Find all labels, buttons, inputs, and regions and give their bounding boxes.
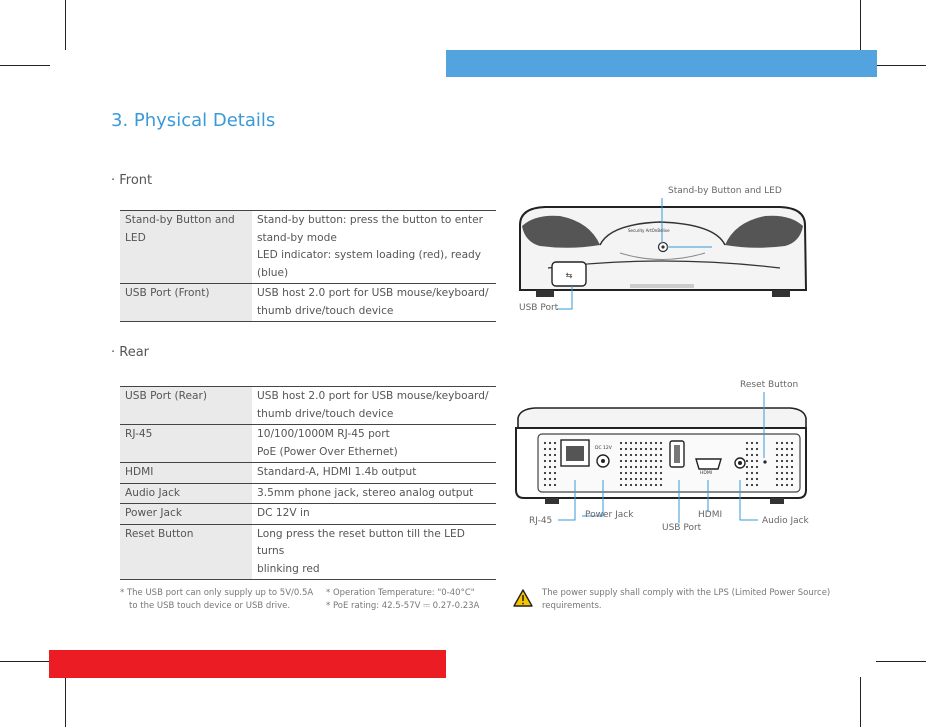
vent-dot xyxy=(625,454,627,456)
vent-dot xyxy=(554,442,556,444)
vent-dot xyxy=(554,454,556,456)
note-line: * The USB port can only supply up to 5V/0.5A xyxy=(120,588,314,598)
vent-dot xyxy=(640,442,642,444)
callout-rear-usb: USB Port xyxy=(662,523,702,533)
vent-dot xyxy=(776,484,778,486)
callout-standby: Stand-by Button and LED xyxy=(668,186,782,196)
vent-dot xyxy=(751,460,753,462)
vent-dot xyxy=(746,478,748,480)
callout-hdmi: HDMI xyxy=(698,510,723,520)
vent-dot xyxy=(746,448,748,450)
vent-dot xyxy=(645,442,647,444)
vent-dot xyxy=(756,484,758,486)
vent-dot xyxy=(544,466,546,468)
spec-line: stand-by mode xyxy=(257,231,337,244)
vent-dot xyxy=(625,460,627,462)
vent-dot xyxy=(756,454,758,456)
vent-dot xyxy=(655,448,657,450)
vent-dot xyxy=(791,460,793,462)
note-line: * PoE rating: 42.5-57V ⎓ 0.27-0.23A xyxy=(326,601,480,611)
vent-dot xyxy=(751,442,753,444)
vent-dot xyxy=(549,454,551,456)
spec-key: Reset Button xyxy=(120,524,252,580)
vent-dot xyxy=(776,460,778,462)
vent-dot xyxy=(655,460,657,462)
vent-dot xyxy=(620,478,622,480)
vent-dot xyxy=(650,484,652,486)
vent-dot xyxy=(751,466,753,468)
note-line: to the USB touch device or USB drive. xyxy=(129,601,291,611)
vent-dot xyxy=(544,478,546,480)
vent-dot xyxy=(620,466,622,468)
vent-dot xyxy=(554,466,556,468)
hdmi-port-mark: HDMI xyxy=(700,471,713,476)
spec-key: Power Jack xyxy=(120,504,252,525)
vent-dot xyxy=(544,484,546,486)
vent-dot xyxy=(786,472,788,474)
note-line: * Operation Temperature: "0-40°C" xyxy=(326,588,475,598)
vent-dot xyxy=(781,472,783,474)
vent-dot xyxy=(554,472,556,474)
front-section-title: · Front xyxy=(111,173,153,188)
spec-key: USB Port (Rear) xyxy=(120,387,252,425)
vent-dot xyxy=(781,448,783,450)
svg-text:⇆: ⇆ xyxy=(565,271,573,280)
vent-dot xyxy=(660,484,662,486)
spec-line: USB host 2.0 port for USB mouse/keyboard/ xyxy=(257,390,489,402)
vent-dot xyxy=(746,472,748,474)
vent-dot xyxy=(549,442,551,444)
note-power-supply xyxy=(542,587,830,613)
vent-dot xyxy=(620,442,622,444)
vent-dot xyxy=(781,454,783,456)
vent-dot xyxy=(544,448,546,450)
vent-dot xyxy=(786,466,788,468)
vent-dot xyxy=(751,478,753,480)
vent-dot xyxy=(776,448,778,450)
vent-dot xyxy=(746,454,748,456)
vent-dot xyxy=(751,472,753,474)
hdmi-port xyxy=(696,459,721,469)
spec-line: Standard-A, HDMI 1.4b output xyxy=(257,466,417,478)
vent-dot xyxy=(635,442,637,444)
vent-dot xyxy=(620,472,622,474)
vent-dot xyxy=(655,478,657,480)
vent-dot xyxy=(756,442,758,444)
vent-dot xyxy=(660,454,662,456)
vent-dot xyxy=(630,484,632,486)
spec-line: DC 12V in xyxy=(257,507,310,519)
spec-line: 10/100/1000M RJ-45 port xyxy=(257,428,390,440)
note-line: The power supply shall comply with the LPS (Limited Power Source) xyxy=(542,588,831,598)
vent-dot xyxy=(660,442,662,444)
vent-dot xyxy=(549,466,551,468)
vent-dot xyxy=(630,478,632,480)
spec-line: Long press the reset button till the LED turns xyxy=(257,527,465,557)
vent-dot xyxy=(544,460,546,462)
vent-dot xyxy=(660,460,662,462)
reset-button-icon xyxy=(763,460,766,463)
vent-dot xyxy=(549,478,551,480)
vent-dot xyxy=(630,454,632,456)
callout-reset: Reset Button xyxy=(740,380,799,390)
vent-dot xyxy=(640,478,642,480)
vent-dot xyxy=(635,484,637,486)
vent-dot xyxy=(650,454,652,456)
vent-dot xyxy=(625,472,627,474)
vent-dot xyxy=(650,460,652,462)
vent-dot xyxy=(756,448,758,450)
vent-dot xyxy=(625,466,627,468)
vent-dot xyxy=(756,460,758,462)
vent-dot xyxy=(791,478,793,480)
vent-dot xyxy=(645,484,647,486)
vent-dot xyxy=(544,442,546,444)
spec-line: Stand-by button: press the button to enter xyxy=(257,214,483,226)
vent-dot xyxy=(650,472,652,474)
vent-dot xyxy=(791,466,793,468)
spec-key: Audio Jack xyxy=(120,483,252,504)
spec-key: RJ-45 xyxy=(120,425,252,463)
vent-dot xyxy=(635,460,637,462)
spec-line: USB host 2.0 port for USB mouse/keyboard/ xyxy=(257,287,489,299)
note-operation xyxy=(326,587,479,613)
page-title: 3. Physical Details xyxy=(111,110,276,131)
vent-dot xyxy=(746,466,748,468)
vent-dot xyxy=(625,448,627,450)
vent-dot xyxy=(786,454,788,456)
spec-key: HDMI xyxy=(120,463,252,484)
vent-dot xyxy=(660,466,662,468)
vent-dot xyxy=(635,448,637,450)
vent-dot xyxy=(554,448,556,450)
vent-dot xyxy=(630,466,632,468)
vent-dot xyxy=(625,442,627,444)
vent-dot xyxy=(655,466,657,468)
vent-dot xyxy=(756,472,758,474)
spec-line: blinking red xyxy=(257,562,320,575)
vent-dot xyxy=(776,466,778,468)
vent-dot xyxy=(650,466,652,468)
rear-device-image xyxy=(516,392,806,523)
vent-dot xyxy=(776,442,778,444)
vent-dot xyxy=(635,478,637,480)
vent-dot xyxy=(791,442,793,444)
vent-dot xyxy=(781,442,783,444)
callout-front-usb: USB Port xyxy=(519,303,559,313)
vent-dot xyxy=(640,454,642,456)
vent-dot xyxy=(554,478,556,480)
vent-dot xyxy=(746,484,748,486)
vent-dot xyxy=(544,472,546,474)
vent-dot xyxy=(655,484,657,486)
callout-power-jack: Power Jack xyxy=(585,510,634,520)
vent-dot xyxy=(786,478,788,480)
vent-dot xyxy=(655,472,657,474)
vent-dot xyxy=(549,448,551,450)
vent-dot xyxy=(791,472,793,474)
vent-dot xyxy=(786,448,788,450)
vent-dot xyxy=(645,478,647,480)
vent-dot xyxy=(620,448,622,450)
vent-dot xyxy=(625,484,627,486)
spec-key: USB Port (Front) xyxy=(120,284,252,322)
front-device-image xyxy=(520,198,806,309)
vent-dot xyxy=(544,454,546,456)
vent-dot xyxy=(776,478,778,480)
vent-dot xyxy=(786,442,788,444)
vent-dot xyxy=(645,466,647,468)
vent-dot xyxy=(786,484,788,486)
vent-dot xyxy=(650,448,652,450)
spec-line: PoE (Power Over Ethernet) xyxy=(257,445,398,458)
vent-dot xyxy=(640,472,642,474)
vent-dot xyxy=(640,484,642,486)
vent-dot xyxy=(640,460,642,462)
vent-dot xyxy=(549,484,551,486)
vent-dot xyxy=(635,472,637,474)
vent-dot xyxy=(756,466,758,468)
vent-dot xyxy=(620,454,622,456)
vent-dot xyxy=(791,448,793,450)
dc-port-mark: DC 12V xyxy=(595,446,612,451)
vent-dot xyxy=(781,478,783,480)
vent-dot xyxy=(781,466,783,468)
vent-dot xyxy=(650,478,652,480)
vent-dot xyxy=(640,466,642,468)
vent-dot xyxy=(650,442,652,444)
vent-dot xyxy=(635,454,637,456)
vent-dot xyxy=(645,472,647,474)
vent-dot xyxy=(781,484,783,486)
vent-dot xyxy=(554,460,556,462)
vent-dot xyxy=(756,478,758,480)
vent-dot xyxy=(746,460,748,462)
vent-dot xyxy=(630,448,632,450)
vent-dot xyxy=(791,484,793,486)
vent-dot xyxy=(645,460,647,462)
vent-dot xyxy=(655,454,657,456)
vent-dot xyxy=(791,454,793,456)
vent-dot xyxy=(751,454,753,456)
callout-rj45: RJ-45 xyxy=(529,516,553,526)
vent-dot xyxy=(554,484,556,486)
vent-dot xyxy=(660,448,662,450)
vent-dot xyxy=(620,460,622,462)
vent-dot xyxy=(660,478,662,480)
vent-dot xyxy=(635,466,637,468)
vent-dot xyxy=(776,454,778,456)
callout-audio-jack: Audio Jack xyxy=(762,516,809,526)
vent-dot xyxy=(751,484,753,486)
spec-line: thumb drive/touch device xyxy=(257,304,394,317)
vent-dot xyxy=(625,478,627,480)
spec-line: thumb drive/touch device xyxy=(257,407,394,420)
vent-dot xyxy=(630,460,632,462)
vent-dot xyxy=(645,448,647,450)
vent-dot xyxy=(645,454,647,456)
note-line: requirements. xyxy=(542,601,602,611)
vent-dot xyxy=(630,442,632,444)
vent-dot xyxy=(660,472,662,474)
vent-dot xyxy=(655,442,657,444)
rear-section-title: · Rear xyxy=(111,345,150,360)
vent-dot xyxy=(751,448,753,450)
note-usb xyxy=(120,587,313,613)
vent-dot xyxy=(781,460,783,462)
vent-dot xyxy=(630,472,632,474)
vent-dot xyxy=(746,442,748,444)
vent-dot xyxy=(549,472,551,474)
spec-line: LED indicator: system loading (red), ready (blue) xyxy=(257,249,482,279)
spec-key: Stand-by Button and LED xyxy=(120,211,252,284)
warning-icon xyxy=(514,590,532,606)
vent-dot xyxy=(776,472,778,474)
vent-dot xyxy=(620,484,622,486)
device-brand-mark: Security ArtOnBelive xyxy=(628,228,670,233)
vent-dot xyxy=(549,460,551,462)
spec-line: 3.5mm phone jack, stereo analog output xyxy=(257,486,474,499)
vent-dot xyxy=(786,460,788,462)
vent-dot xyxy=(640,448,642,450)
